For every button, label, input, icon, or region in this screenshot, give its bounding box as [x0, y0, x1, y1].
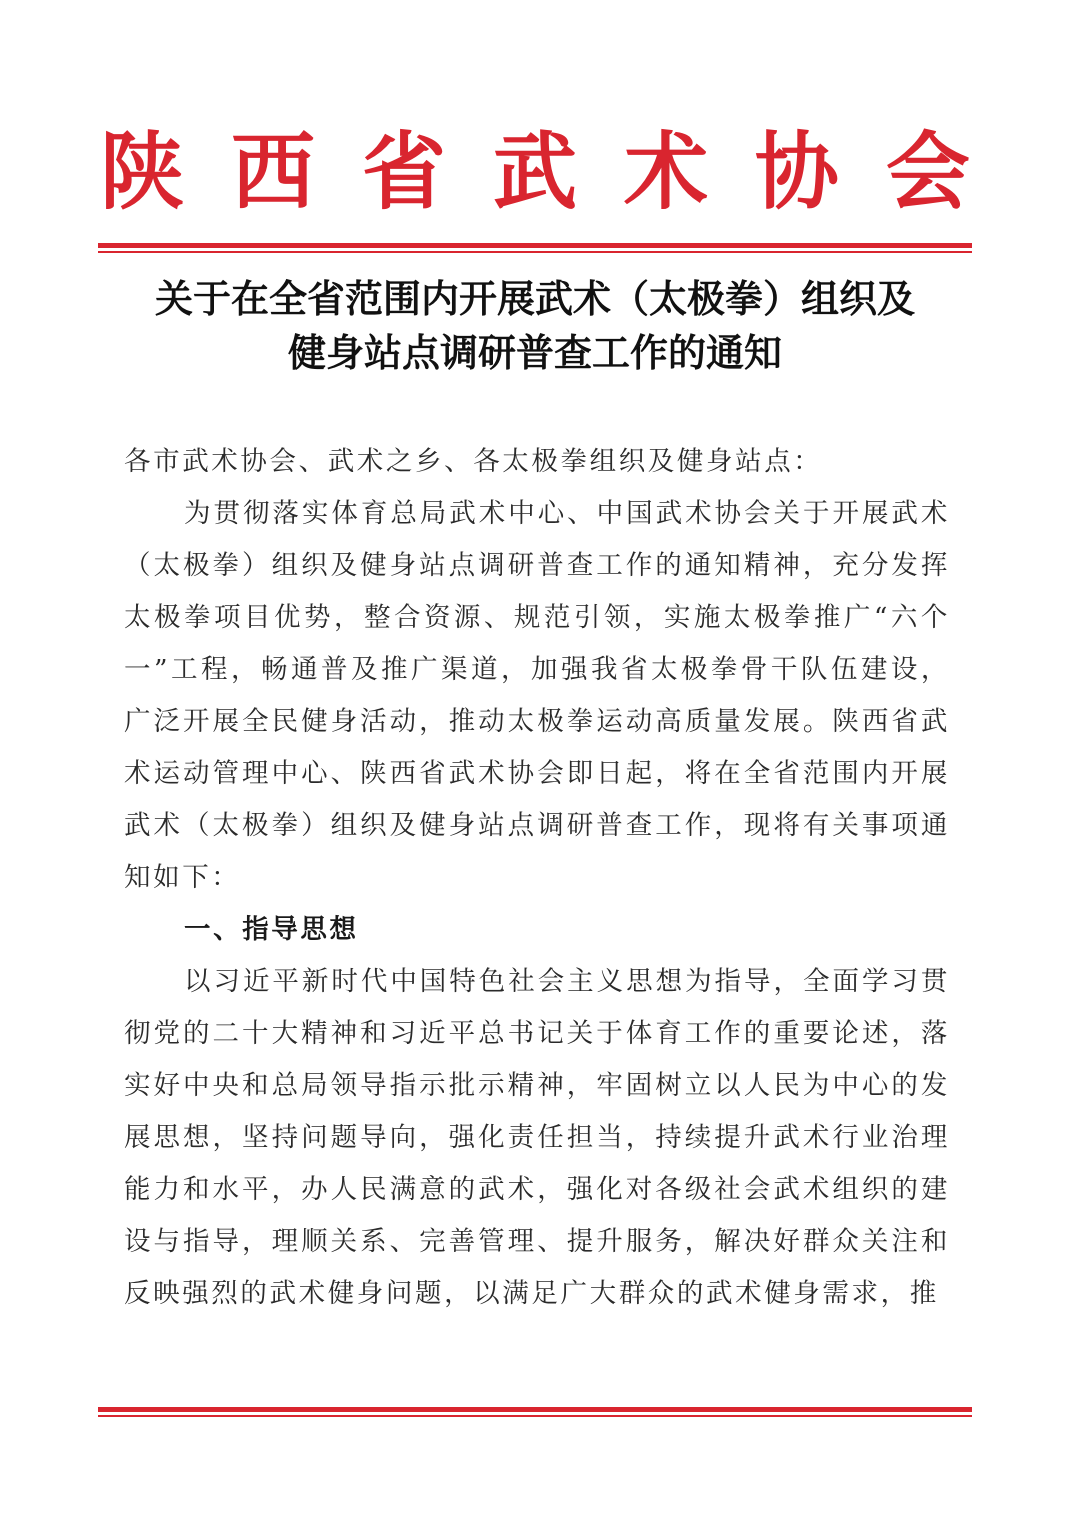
letterhead-char: 会 — [885, 122, 970, 221]
notice-title-line-1: 关于在全省范围内开展武术（太极拳）组织及 — [154, 276, 915, 321]
letterhead-char: 武 — [492, 122, 577, 221]
section-heading-guiding-thought: 一、指导思想 — [184, 914, 359, 945]
notice-body — [124, 436, 950, 1320]
salutation: 各市武术协会、武术之乡、各太极拳组织及健身站点： — [124, 446, 823, 477]
letterhead-top-rule — [98, 243, 972, 253]
notice-title — [100, 272, 970, 380]
page-bottom-rule — [98, 1407, 972, 1417]
body-paragraph-intro: 为贯彻落实体育总局武术中心、中国武术协会关于开展武术（太极拳）组织及健身站点调研普查工作的通知精神，充分发挥太极拳项目优势，整合资源、规范引领，实施太极拳推广“六个一”工程，畅通普及推广渠道，加强我省太极拳骨干队伍建设，广泛开展全民健身活动，推动太极拳运动高质量发展。陕西省武术运动管理中心、陕西省武术协会即日起，将在全省范围内开展武术（太极拳）组织及健身站点调研普查工作，现将有关事项通知如下： — [124, 498, 950, 893]
letterhead-char: 术 — [623, 122, 708, 221]
notice-title-line-2: 健身站点调研普查工作的通知 — [287, 330, 782, 375]
letterhead-char: 西 — [230, 122, 315, 221]
letterhead-char: 协 — [754, 122, 839, 221]
letterhead-char: 陕 — [100, 122, 185, 221]
letterhead-char: 省 — [361, 122, 446, 221]
letterhead-org-name — [100, 122, 970, 222]
body-paragraph-guiding-thought: 以习近平新时代中国特色社会主义思想为指导，全面学习贯彻党的二十大精神和习近平总书记关于体育工作的重要论述，落实好中央和总局领导指示批示精神，牢固树立以人民为中心的发展思想，坚持问题导向，强化责任担当，持续提升武术行业治理能力和水平，办人民满意的武术，强化对各级社会武术组织的建设与指导，理顺关系、完善管理、提升服务，解决好群众关注和反映强烈的武术健身问题，以满足广大群众的武术健身需求，推 — [124, 966, 950, 1309]
